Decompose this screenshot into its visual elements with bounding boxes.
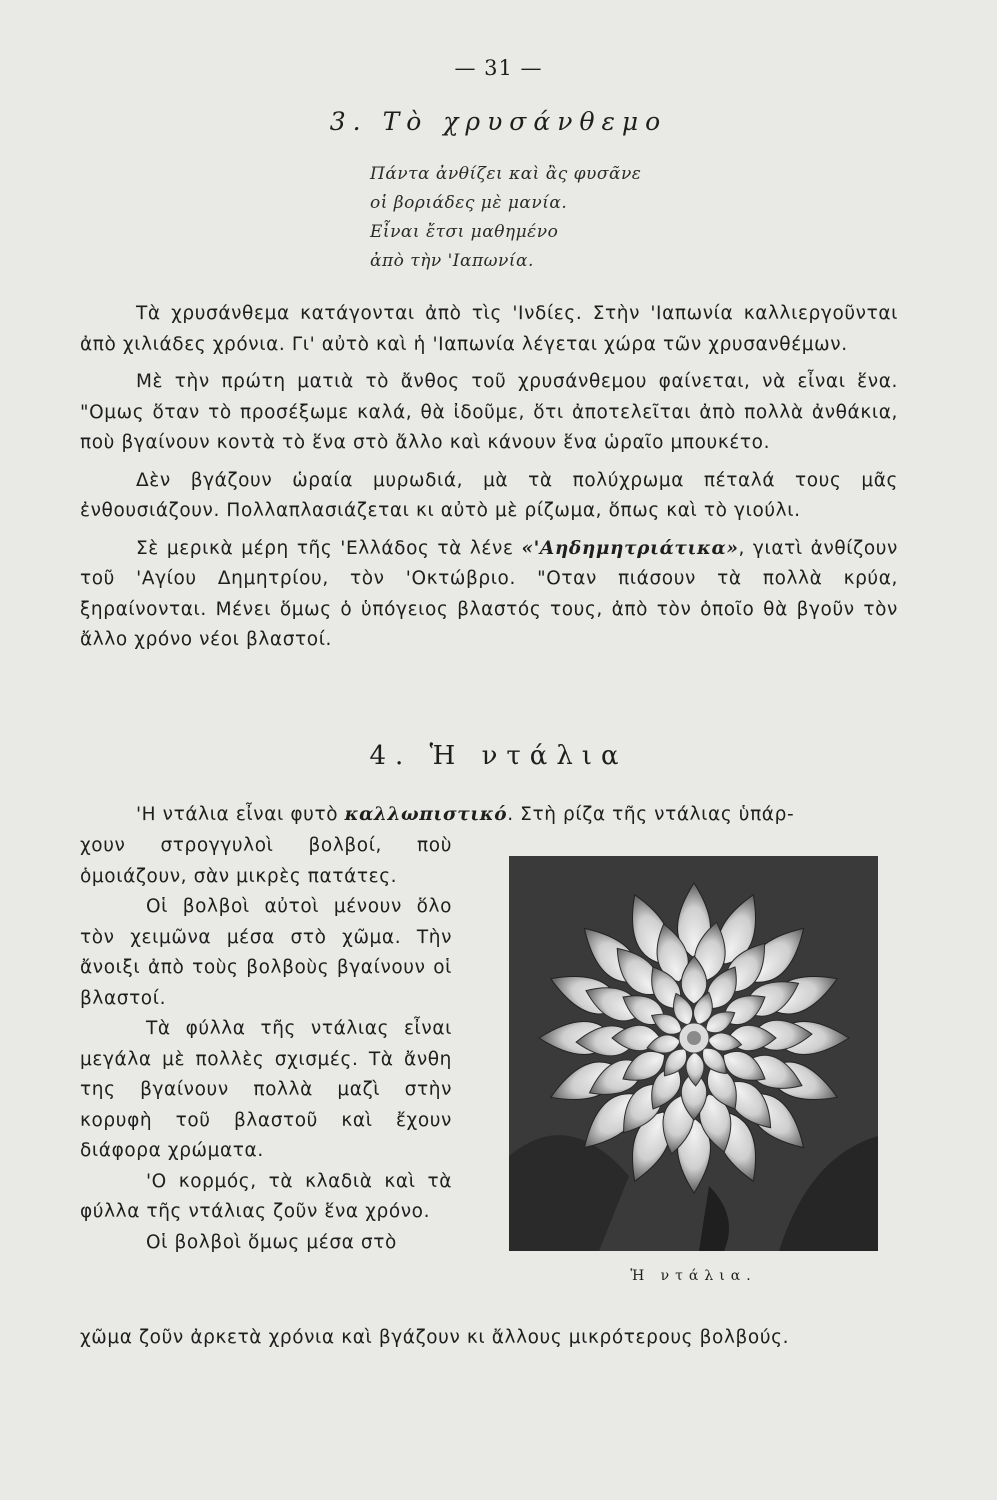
poem-line: οἱ βοριάδες μὲ μανία. xyxy=(370,193,568,213)
paragraph: Οἱ βολβοὶ ὅμως μέσα στὸ xyxy=(146,1231,397,1253)
dahlia-text-column xyxy=(80,831,452,1258)
section-title-chrysanthemum xyxy=(0,107,997,136)
page-number: — 31 — xyxy=(454,56,543,80)
paragraph: Δὲν βγάζουν ὡραία μυρωδιά, μὰ τὰ πολύχρωμα πέταλά τους μᾶς ἐνθουσιάζουν. Πολλαπλασιάζεται κι αὐτὸ μὲ ρίζωμα, ὅπως καὶ τὸ γιούλι. xyxy=(80,469,898,521)
dahlia-bloom xyxy=(539,883,849,1193)
poem-line: Πάντα ἀνθίζει καὶ ἂς φυσᾶνε xyxy=(370,164,642,184)
paragraph: Τὰ φύλλα τῆς ντάλιας εἶναι μεγάλα μὲ πολλὲς σχισμές. Τὰ ἄνθη της βγαίνουν πολλὰ μαζὶ στὴν κορυφὴ τοῦ βλαστοῦ καὶ ἔχουν διάφορα χρώματα. xyxy=(80,1018,452,1161)
section-title-text: 3. Τὸ χρυσάνθεμο xyxy=(329,107,668,136)
photo-caption: Ἡ ντάλια. xyxy=(630,1268,757,1284)
emphasized-term: «'Αηδημητριάτικα» xyxy=(521,537,739,559)
poem-line: Εἶναι ἔτσι μαθημένο xyxy=(370,222,559,242)
poem-line: ἀπὸ τὴν 'Ιαπωνία. xyxy=(370,251,534,271)
section-title-dahlia xyxy=(0,741,997,771)
paragraph-text: . Στὴ ρίζα τῆς ντάλιας ὑπάρ- xyxy=(507,804,795,825)
paragraph-text: Σὲ μερικὰ μέρη τῆς 'Ελλάδος τὰ λένε xyxy=(136,537,522,559)
dahlia-last-line: χῶμα ζοῦν ἀρκετὰ χρόνια καὶ βγάζουν κι ἄλλους μικρότερους βολβούς. xyxy=(80,1327,790,1348)
chrysanthemum-text xyxy=(80,299,898,663)
dahlia-first-line xyxy=(80,800,898,831)
paragraph: Τὰ χρυσάνθεμα κατάγονται ἀπὸ τὶς 'Ινδίες. Στὴν 'Ιαπωνία καλλιεργοῦνται ἀπὸ χιλιάδες χρόνια. Γι' αὐτὸ καὶ ἡ 'Ιαπωνία λέγεται χώρα τῶν χρυσανθέμων. xyxy=(80,303,898,355)
paragraph: χουν στρογγυλοὶ βολβοί, ποὺ ὁμοιάζουν, σὰν μικρὲς πατάτες. xyxy=(80,835,452,887)
paragraph: Μὲ τὴν πρώτη ματιὰ τὸ ἄνθος τοῦ χρυσάνθεμου φαίνεται, νὰ εἶναι ἕνα. "Ομως ὅταν τὸ προσέξωμε καλά, θὰ ἰδοῦμε, ὅτι ἀποτελεῖται ἀπὸ πολλὰ ἀνθάκια, ποὺ βγαίνουν κοντὰ τὸ ἕνα στὸ ἄλλο καὶ κάνουν ἕνα ὡραῖο μπουκέτο. xyxy=(80,371,898,453)
paragraph-text: 'Η ντάλια εἶναι φυτὸ xyxy=(136,804,345,825)
paragraph xyxy=(80,534,898,656)
dahlia-photo xyxy=(509,856,878,1251)
section-title-text: 4. Ἡ ντάλια xyxy=(369,741,628,771)
emphasized-term: καλλωπιστικό xyxy=(344,804,508,825)
dahlia-flower-illustration xyxy=(509,856,878,1251)
paragraph: 'Ο κορμός, τὰ κλαδιὰ καὶ τὰ φύλλα τῆς ντάλιας ζοῦν ἕνα χρόνο. xyxy=(80,1170,452,1222)
paragraph: Οἱ βολβοὶ αὐτοὶ μένουν ὅλο τὸν χειμῶνα μέσα στὸ χῶμα. Τὴν ἄνοιξι ἀπὸ τοὺς βολβοὺς βγαίνουν οἱ βλαστοί. xyxy=(80,896,452,1009)
poem xyxy=(370,160,641,276)
paragraph-text: , γιατὶ ἀνθίζουν τοῦ 'Αγίου Δημητρίου, τὸν 'Οκτώβριο. "Οταν πιάσουν τὰ πολλὰ κρύα, ξηραίνονται. Μένει ὅμως ὁ ὑπόγειος βλαστός τους, ἀπὸ τὸν ὁποῖο θὰ βγοῦν τὸν ἄλλο χρόνο νέοι βλαστοί. xyxy=(80,537,898,650)
